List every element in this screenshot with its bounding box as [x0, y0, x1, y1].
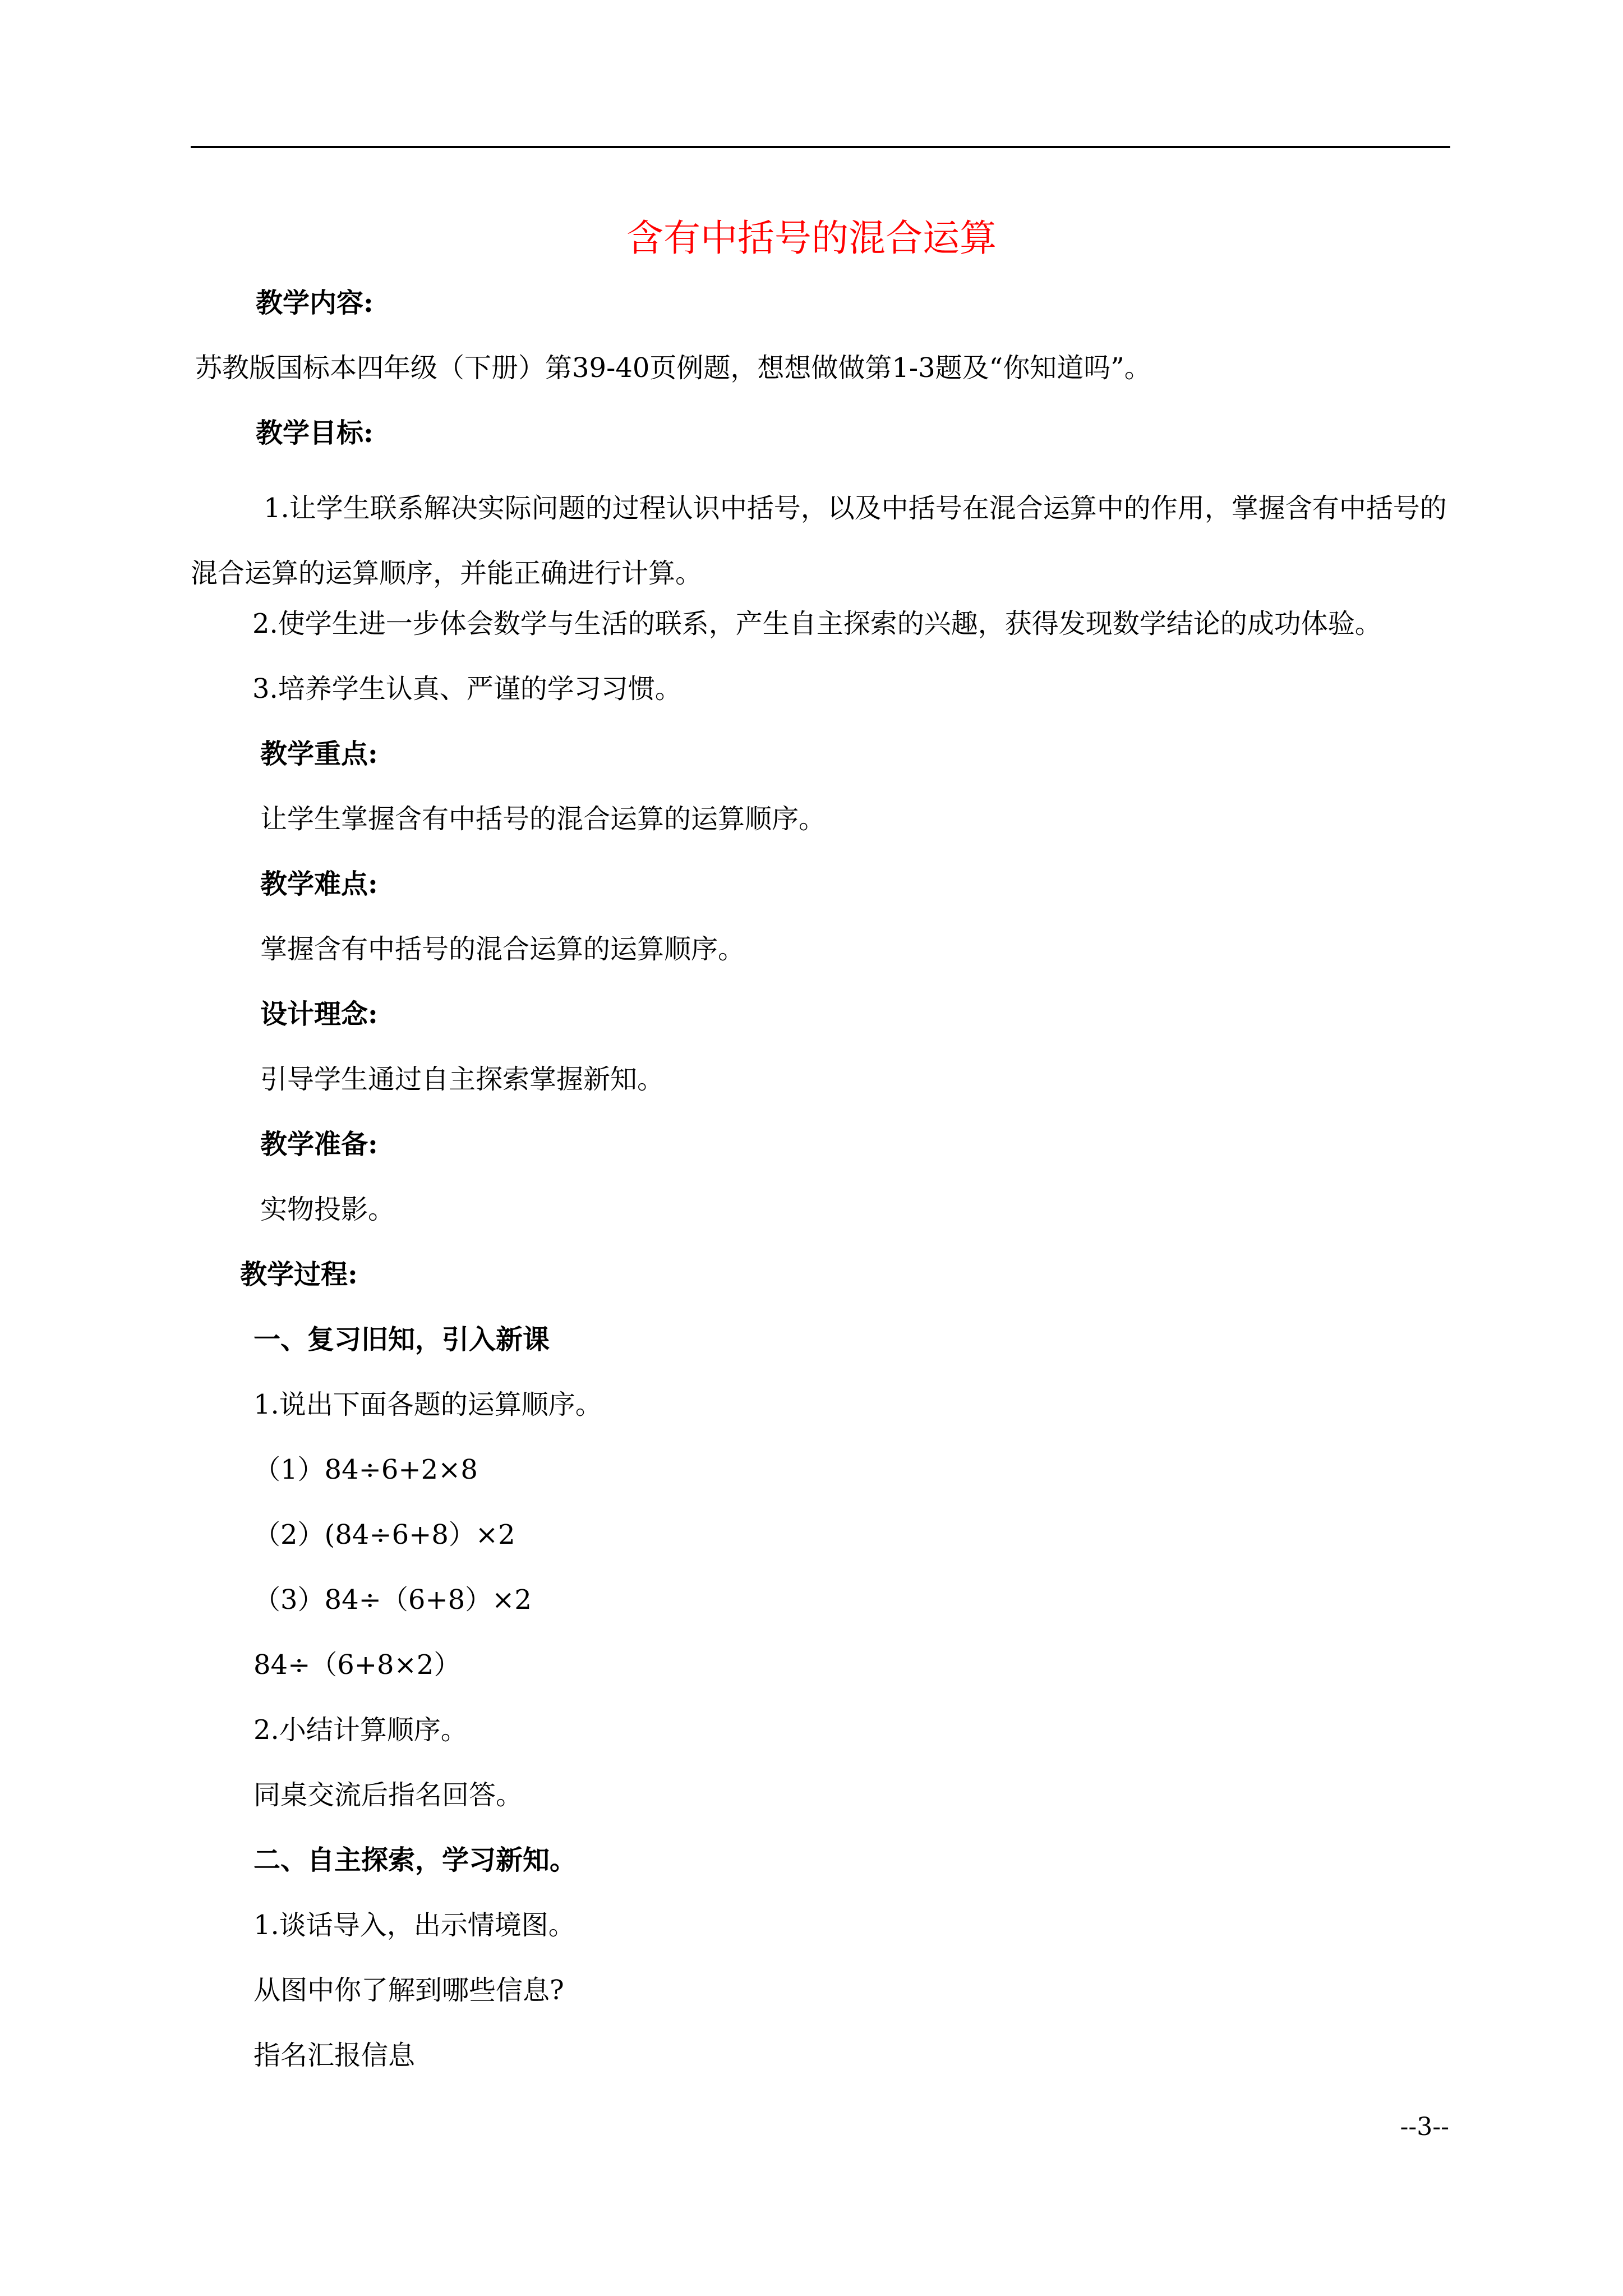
s1-expr-4: 84÷（6+8×2） — [253, 1649, 461, 1681]
content-heading: 教学内容: — [256, 287, 374, 319]
header-rule — [191, 146, 1450, 148]
s1-item-1: 1.说出下面各题的运算顺序。 — [253, 1389, 602, 1420]
section-1-heading: 一、复习旧知，引入新课 — [253, 1324, 550, 1355]
prep-text: 实物投影。 — [260, 1194, 395, 1225]
s1-note: 同桌交流后指名回答。 — [253, 1779, 523, 1811]
concept-text: 引导学生通过自主探索掌握新知。 — [260, 1064, 665, 1095]
s1-expr-2: （2）(84÷6+8）×2 — [253, 1519, 515, 1550]
concept-heading: 设计理念: — [260, 999, 378, 1030]
content-text: 苏教版国标本四年级（下册）第39-40页例题，想想做做第1-3题及“你知道吗”。 — [195, 352, 1151, 384]
difficulty-heading: 教学难点: — [260, 868, 378, 900]
document-title: 含有中括号的混合运算 — [626, 217, 997, 260]
prep-heading: 教学准备: — [260, 1129, 378, 1160]
process-heading: 教学过程: — [240, 1259, 358, 1290]
key-text: 让学生掌握含有中括号的混合运算的运算顺序。 — [260, 803, 826, 835]
s2-note: 指名汇报信息 — [253, 2040, 416, 2071]
s2-question: 从图中你了解到哪些信息? — [253, 1975, 564, 2006]
s1-expr-1: （1）84÷6+2×8 — [253, 1454, 478, 1485]
page-number: --3-- — [1400, 2113, 1449, 2141]
goal-2: 2.使学生进一步体会数学与生活的联系，产生自主探索的兴趣，获得发现数学结论的成功体验。 — [252, 608, 1382, 639]
difficulty-text: 掌握含有中括号的混合运算的运算顺序。 — [260, 933, 745, 965]
goals-heading: 教学目标: — [256, 417, 374, 449]
section-2-heading: 二、自主探索，学习新知。 — [253, 1844, 577, 1876]
s1-expr-3: （3）84÷（6+8）×2 — [253, 1584, 532, 1616]
s2-item-1: 1.谈话导入，出示情境图。 — [253, 1910, 575, 1941]
key-heading: 教学重点: — [260, 738, 378, 770]
goal-3: 3.培养学生认真、严谨的学习习惯。 — [252, 673, 682, 705]
goal-1: 1.让学生联系解决实际问题的过程认识中括号，以及中括号在混合运算中的作用，掌握含有中括号的混合运算的运算顺序，并能正确进行计算。 — [191, 493, 1447, 589]
s1-item-2: 2.小结计算顺序。 — [253, 1714, 468, 1746]
